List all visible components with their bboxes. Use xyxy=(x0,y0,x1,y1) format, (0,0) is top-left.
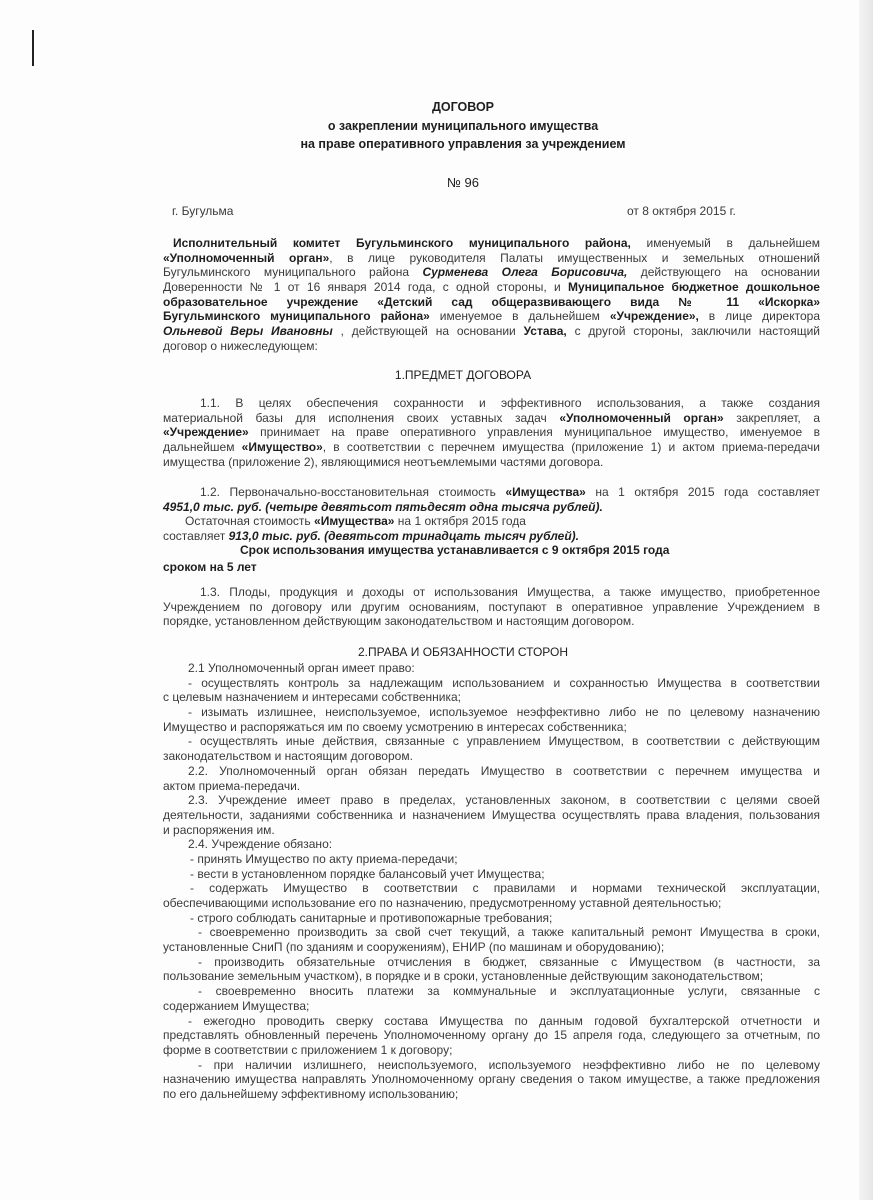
document-city: г. Бугульма xyxy=(172,204,234,218)
emphasized-text: Ольневой Веры Ивановны xyxy=(163,324,333,339)
text-run: договор о нижеследующем: xyxy=(163,338,318,353)
text-run: актом приема-передачи. xyxy=(163,778,301,793)
emphasized-text: образовательное учреждение «Детский сад общеразвивающего вида № 11 «Искорка» xyxy=(163,294,820,309)
emphasized-text: «Имущества» xyxy=(505,485,586,499)
text-run: порядке, установленном действующим законодательством и настоящим договором. xyxy=(163,614,635,629)
text-run: - изымать излишнее, неиспользуемое, используемое неэффективно либо не по целевому назначению xyxy=(188,705,820,720)
text-line xyxy=(163,236,820,251)
text-line xyxy=(163,440,820,455)
text-line xyxy=(163,396,820,411)
emphasized-text: Муниципальное бюджетное дошкольное xyxy=(567,280,820,295)
text-line xyxy=(163,984,820,999)
emphasized-text: «Уполномоченный орган» xyxy=(163,250,330,265)
text-run: именуемый в дальнейшем xyxy=(630,236,821,250)
text-run: деятельности, заданиями собственника и назначением Имущества осуществлять права владения, пользования xyxy=(163,807,820,822)
text-line xyxy=(163,339,820,354)
document-title: ДОГОВОР xyxy=(431,100,495,114)
text-run: законодательством и настоящим договором. xyxy=(163,749,413,764)
text-run: на 1 октября 2015 года составляет xyxy=(585,485,820,499)
text-run: Доверенности № 1 от 16 января 2014 года, с одной стороны, и xyxy=(163,280,568,295)
text-line xyxy=(163,749,820,764)
emphasized-text: Сурменева Олега Борисовича, xyxy=(422,265,628,280)
text-run: Остаточная стоимость xyxy=(185,514,315,529)
text-run: и распоряжения им. xyxy=(163,822,275,837)
text-line xyxy=(163,485,820,500)
text-line xyxy=(163,911,820,926)
emphasized-text: «Имущества» xyxy=(314,514,395,529)
text-line xyxy=(163,425,820,440)
text-line xyxy=(163,280,820,295)
text-run: представлять обновленный перечень Уполномоченному органу до 15 апреля года, следующего за отчетным, по xyxy=(163,1028,820,1043)
text-run: , в лице руководителя Палаты имущественных и земельных отношений xyxy=(329,250,820,265)
text-run: - строго соблюдать санитарные и противопожарные требования; xyxy=(190,910,553,925)
scan-edge-shadow xyxy=(859,0,873,1200)
emphasized-text: Исполнительный комитет Бугульминского муниципального района, xyxy=(173,236,631,250)
text-run: закрепляет, а xyxy=(723,410,820,425)
text-line xyxy=(163,500,820,515)
emphasized-text: «Имущество» xyxy=(241,440,323,455)
text-line xyxy=(163,600,820,615)
text-line xyxy=(163,734,820,749)
text-line xyxy=(163,999,820,1014)
text-line xyxy=(163,764,820,779)
text-run: Бугульминского муниципального района xyxy=(163,265,423,280)
emphasized-text: Бугульминского муниципального района» xyxy=(163,309,430,324)
clause-1-2-term xyxy=(163,543,820,558)
text-run: Учреждением по договору или другим основаниям, поступают в оперативное управление Учреждением в xyxy=(163,599,820,614)
text-line xyxy=(163,585,820,600)
document-number: № 96 xyxy=(446,175,480,190)
text-line xyxy=(163,1028,820,1043)
text-run: принимает на праве оперативного управления муниципальное имущество, именуемое в xyxy=(248,425,820,440)
text-line xyxy=(163,251,820,266)
text-line xyxy=(163,837,820,852)
text-run: - своевременно производить за свой счет текущий, а также капитальный ремонт Имущества в сроки, xyxy=(198,925,820,940)
text-run: - осуществлять иные действия, связанные с управлением Имуществом, в соответствии с действующим xyxy=(188,734,820,749)
text-run: - ежегодно проводить сверку состава Имущества по данным годовой бухгалтерской отчетности и xyxy=(188,1013,820,1028)
text-line xyxy=(163,411,820,426)
clause-1-2 xyxy=(163,485,820,544)
text-run: именуемое в дальнейшем xyxy=(429,309,610,324)
text-run: 2.3. Учреждение имеет право в пределах, установленных законом, в соответствии с целями своей xyxy=(188,793,820,808)
text-line xyxy=(163,309,820,324)
text-line xyxy=(163,661,820,676)
document-date: от 8 октября 2015 г. xyxy=(627,204,736,218)
text-line xyxy=(163,705,820,720)
text-run: 2.4. Учреждение обязано: xyxy=(188,837,333,852)
text-run: с целевым назначением и интересами собственника; xyxy=(163,690,461,705)
text-run: 2.2. Уполномоченный орган обязан передать Имущество в соответствии с перечнем имущества и xyxy=(188,763,820,778)
text-line xyxy=(163,1072,820,1087)
emphasized-text: «Учреждение», xyxy=(609,309,699,324)
text-line xyxy=(163,1058,820,1073)
text-run: Имущество и распоряжаться им по своему усмотрению в интересах собственника; xyxy=(163,719,627,734)
text-run: установленные СниП (по зданиям и сооружениям), ЕНИР (по машинам и оборудованию); xyxy=(163,940,665,955)
text-line xyxy=(163,324,820,339)
text-run: имущества (приложение 2), являющимися неотъемлемыми частями договора. xyxy=(163,454,604,469)
text-run: 1.2. Первоначально-восстановительная стоимость xyxy=(200,485,506,499)
text-run: материальной базы для исполнения своих уставных задач xyxy=(163,410,560,425)
emphasized-text: сроком на 5 лет xyxy=(163,560,257,574)
text-run: пользование земельным участком), в порядке и в сроки, установленные действующим законодательством; xyxy=(163,969,764,984)
text-line xyxy=(163,808,820,823)
text-run: дальнейшем xyxy=(163,440,242,455)
text-line xyxy=(163,867,820,882)
emphasized-text: Устава, xyxy=(523,324,567,339)
section-2-heading: 2.ПРАВА И ОБЯЗАННОСТИ СТОРОН xyxy=(357,645,569,659)
text-run: , действующей на основании xyxy=(332,324,524,339)
text-run: - вести в установленном порядке балансовый учет Имущества; xyxy=(190,866,545,881)
section-1-heading: 1.ПРЕДМЕТ ДОГОВОРА xyxy=(394,368,532,382)
text-line xyxy=(163,265,820,280)
text-run: с другой стороны, заключили настоящий xyxy=(566,324,821,339)
text-line xyxy=(163,614,820,629)
text-line xyxy=(163,676,820,691)
text-line xyxy=(163,793,820,808)
text-line xyxy=(163,881,820,896)
text-line xyxy=(163,1014,820,1029)
text-run: 1.3. Плоды, продукция и доходы от использования Имущества, а также имущество, приобретенное xyxy=(200,585,820,599)
text-run: 2.1 Уполномоченный орган имеет право: xyxy=(188,661,415,675)
text-run: - при наличии излишнего, неиспользуемого, используемого неэффективно либо не по целевому xyxy=(198,1057,820,1072)
text-line xyxy=(163,529,820,544)
text-run: 1.1. В целях обеспечения сохранности и эффективного использования, а также создания xyxy=(200,396,820,410)
text-run: на 1 октября 2015 года xyxy=(394,514,526,529)
text-line xyxy=(163,295,820,310)
section-2-body xyxy=(163,661,820,1102)
text-run: - своевременно вносить платежи за коммунальные и эксплуатационные услуги, связанные с xyxy=(198,984,820,999)
text-run: - производить обязательные отчисления в бюджет, связанные с Имуществом (в частности, за xyxy=(198,954,820,969)
text-line xyxy=(163,896,820,911)
clause-1-2-term-duration xyxy=(163,560,820,575)
text-line xyxy=(163,969,820,984)
document-subtitle-2: на праве оперативного управления за учреждением xyxy=(300,137,626,151)
text-run: в лице директора xyxy=(698,309,820,324)
margin-mark xyxy=(32,30,34,66)
text-line xyxy=(163,852,820,867)
text-run: форме в соответствии с приложением 1 к договору; xyxy=(163,1042,453,1057)
emphasized-text: Срок использования имущества устанавливается с 9 октября 2015 года xyxy=(240,543,670,557)
text-run: действующего на основании xyxy=(627,265,820,280)
emphasized-text: 4951,0 тыс. руб. (четыре девятьсот пятьдесят одна тысяча рублей). xyxy=(163,499,603,514)
text-line xyxy=(163,543,820,558)
text-line xyxy=(163,560,820,575)
clause-1-3 xyxy=(163,585,820,629)
text-run: - принять Имущество по акту приема-передачи; xyxy=(190,851,458,866)
text-line xyxy=(163,1087,820,1102)
text-line xyxy=(163,823,820,838)
text-run: содержанием Имущества; xyxy=(163,998,310,1013)
text-line xyxy=(163,455,820,470)
emphasized-text: «Учреждение» xyxy=(163,425,249,440)
text-line xyxy=(163,1043,820,1058)
emphasized-text: «Уполномоченный орган» xyxy=(559,410,724,425)
text-run: - содержать Имущество в соответствии с правилами и нормами технической эксплуатации, xyxy=(190,881,820,896)
text-line xyxy=(163,955,820,970)
clause-1-1 xyxy=(163,396,820,469)
text-run: по его дальнейшему эффективному использованию; xyxy=(163,1086,459,1101)
text-line xyxy=(163,514,820,529)
text-run: составляет xyxy=(163,529,229,544)
text-run: , в соответствии с перечнем имущества (приложение 1) и актом приема-передачи xyxy=(322,440,821,455)
text-line xyxy=(163,779,820,794)
text-run: обеспечивающими использование его по назначению, предусмотренному уставной деятельностью; xyxy=(163,896,722,910)
text-line xyxy=(163,720,820,735)
text-line xyxy=(163,925,820,940)
emphasized-text: 913,0 тыс. руб. (девятьсот тринадцать тысяч рублей). xyxy=(228,529,579,544)
text-run: назначению имущества направлять Уполномоченному органу сведения о таком имуществе, а также предложения xyxy=(163,1072,820,1087)
document-subtitle-1: о закреплении муниципального имущества xyxy=(327,119,599,133)
text-line xyxy=(163,690,820,705)
text-run: - осуществлять контроль за надлежащим использованием и сохранностью Имущества в соответствии xyxy=(188,675,820,690)
preamble-paragraph xyxy=(163,236,820,354)
text-line xyxy=(163,940,820,955)
